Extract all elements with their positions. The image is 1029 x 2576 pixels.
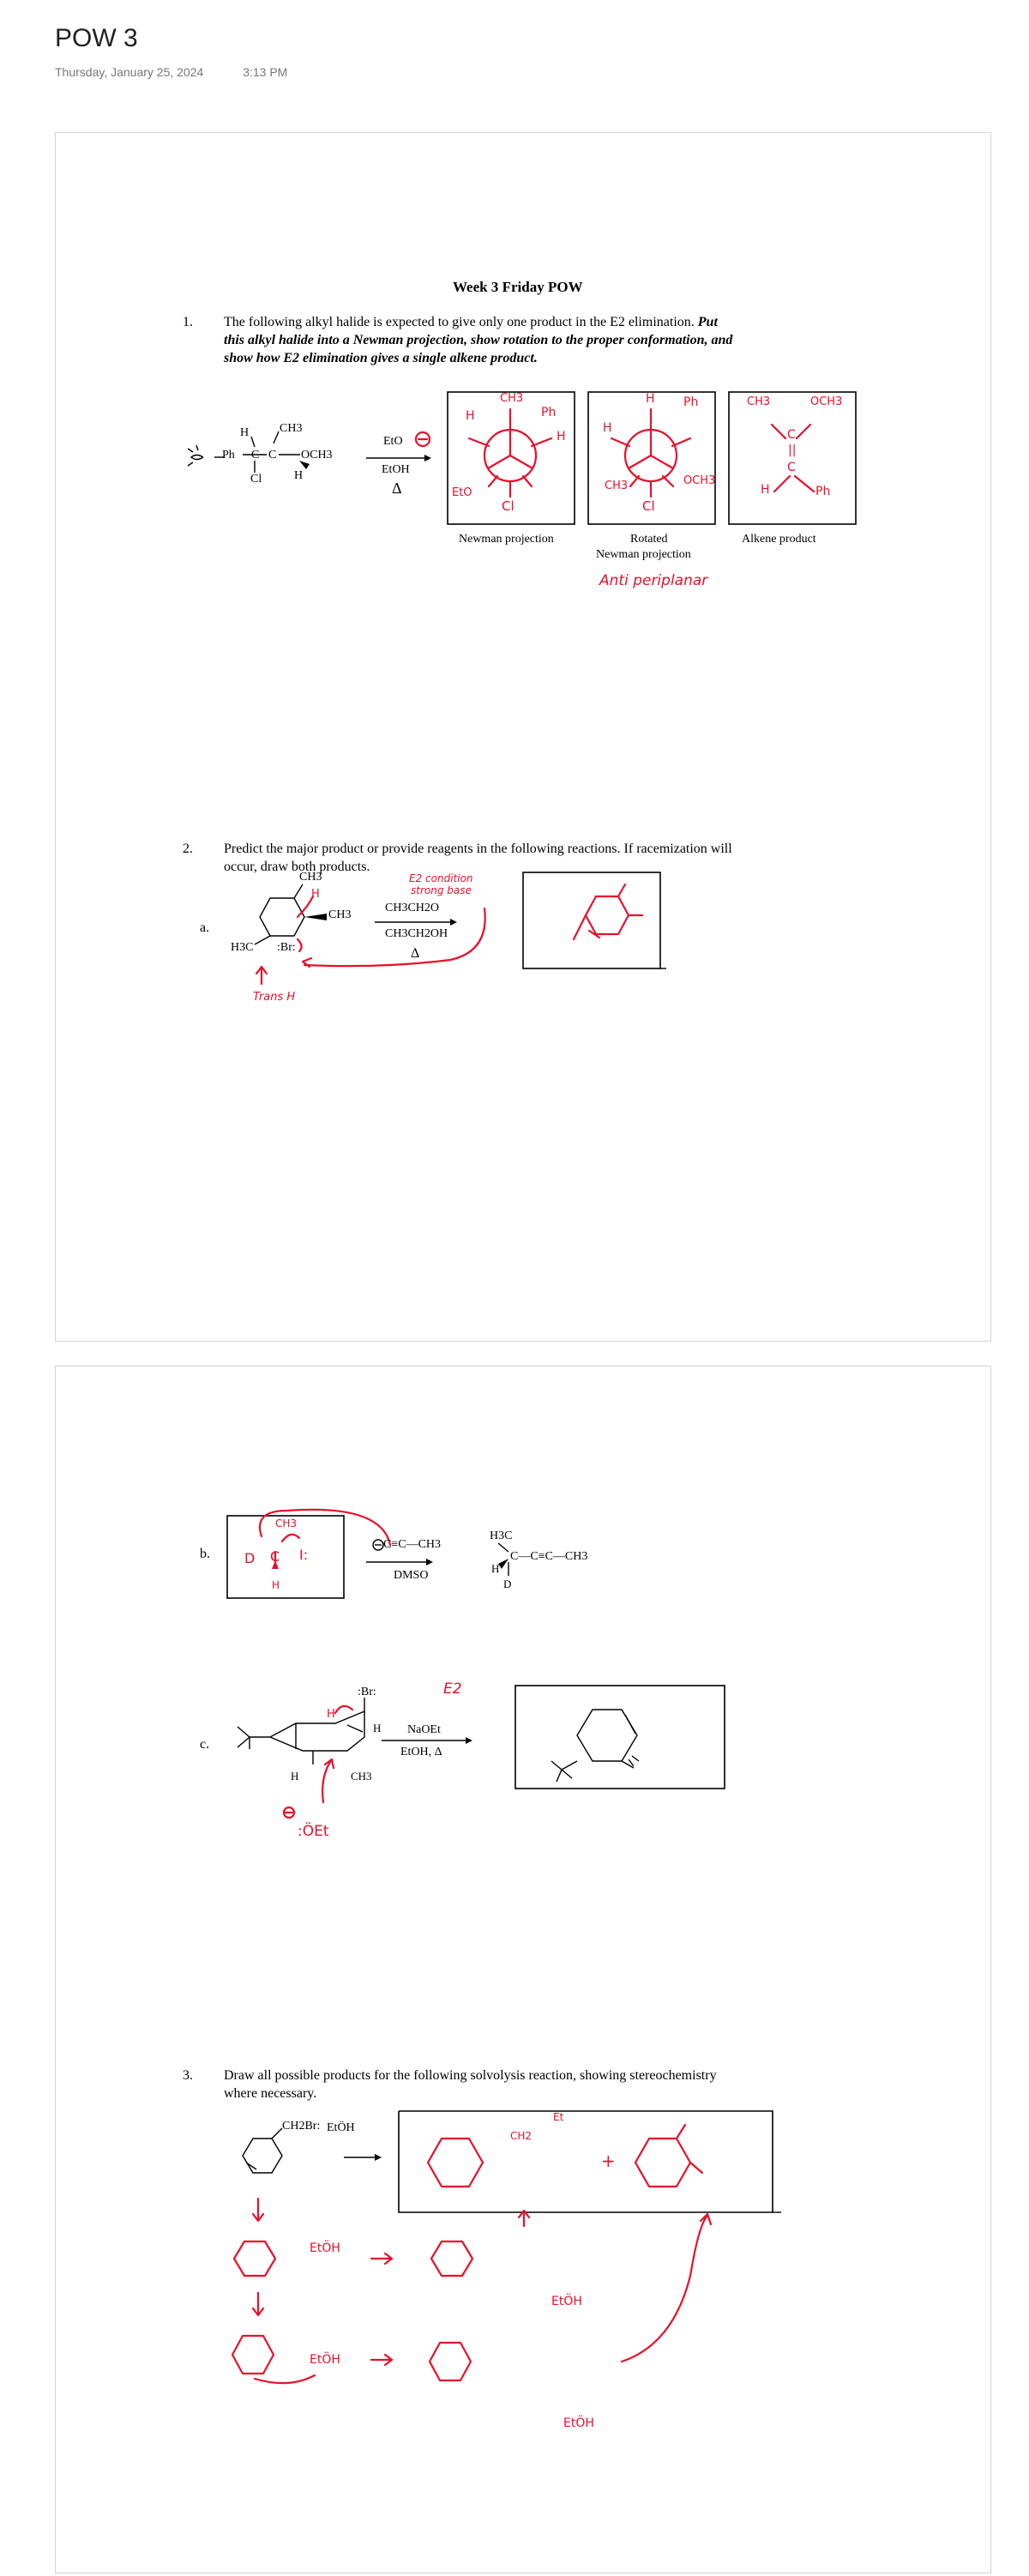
q3-number: 3. bbox=[183, 2068, 193, 2083]
q2-number: 2. bbox=[183, 842, 193, 856]
q2a-red-h: H bbox=[311, 888, 320, 901]
note-title: POW 3 bbox=[55, 24, 138, 52]
q3-etoh-a: EtÖH bbox=[310, 2241, 340, 2255]
note-date: Thursday, January 25, 2024 bbox=[55, 65, 204, 79]
q3-ch2-a: CH2 bbox=[510, 2130, 533, 2142]
b-solvent: DMSO bbox=[394, 1569, 429, 1582]
q2a-h3c: H3C bbox=[231, 941, 254, 954]
mol-h: H bbox=[240, 426, 250, 439]
mol-och3: OCH3 bbox=[301, 449, 333, 462]
c-h-2: H bbox=[291, 1770, 299, 1783]
q3-line2: where necessary. bbox=[224, 2086, 317, 2101]
q2a-trans-h-note: Trans H bbox=[253, 991, 296, 1004]
b-prod-d: D bbox=[503, 1578, 512, 1590]
c-label: c. bbox=[200, 1737, 210, 1752]
b-sub-ch3: CH3 bbox=[275, 1517, 298, 1529]
q2a-reagent-1: CH3CH2O bbox=[385, 902, 440, 914]
c-e2-note: E2 bbox=[443, 1680, 462, 1698]
b-sub-c: C bbox=[270, 1548, 280, 1565]
q1-text-line2: this alkyl halide into a Newman projection, show rotation to the proper conformation, and bbox=[224, 333, 733, 347]
c-reagent-1: NaOEt bbox=[407, 1723, 441, 1736]
q2a-ch3-right: CH3 bbox=[328, 908, 352, 921]
c-h-1: H bbox=[373, 1722, 382, 1734]
q3-etoh-d: EtÖH bbox=[563, 2416, 594, 2430]
b-prod-h: H bbox=[491, 1562, 500, 1575]
q2-line2: occur, draw both products. bbox=[224, 860, 370, 874]
q2-line1: Predict the major product or provide reagents in the following reactions. If racemization will bbox=[224, 842, 732, 856]
alk-double-bond: || bbox=[788, 443, 797, 457]
q2a-reagent-2: CH3CH2OH bbox=[385, 927, 448, 940]
n2-ch3: CH3 bbox=[605, 480, 629, 492]
n2-ph: Ph bbox=[683, 395, 699, 409]
b-sub-i: I: bbox=[299, 1547, 309, 1563]
n2-h-top: H bbox=[646, 392, 655, 406]
n2-cl: Cl bbox=[642, 498, 655, 514]
note-meta bbox=[55, 65, 287, 79]
note-time: 3:13 PM bbox=[243, 65, 288, 79]
c-oet: :ÖEt bbox=[298, 1823, 329, 1840]
alk-ch3: CH3 bbox=[747, 395, 771, 408]
n2-h-left: H bbox=[603, 421, 612, 435]
c-br: :Br: bbox=[358, 1686, 376, 1698]
n2-och3: OCH3 bbox=[683, 474, 716, 487]
anti-periplanar-note: Anti periplanar bbox=[599, 572, 708, 589]
b-reagent-alkyne: C≡C—CH3 bbox=[383, 1538, 442, 1551]
q2a-reagent-3: Δ bbox=[411, 946, 420, 961]
q1-text-bold: Put bbox=[697, 315, 718, 329]
q2a-br: :Br: bbox=[277, 941, 296, 954]
caption-alkene: Alkene product bbox=[742, 533, 816, 546]
q3-drawing bbox=[56, 1366, 990, 2573]
alk-c2: C bbox=[787, 461, 796, 474]
caption-rotated-newman: Newman projection bbox=[596, 548, 691, 561]
worksheet-heading: Week 3 Friday POW bbox=[453, 279, 583, 295]
c-h-red: H bbox=[327, 1708, 335, 1721]
mol-h2: H bbox=[294, 469, 304, 482]
reagent-etoh: EtOH bbox=[382, 463, 410, 476]
q3-et-a: Et bbox=[553, 2111, 564, 2123]
caption-rotated: Rotated bbox=[630, 533, 668, 546]
n1-eto: EtO bbox=[452, 486, 472, 499]
c-reagent-2: EtOH, Δ bbox=[400, 1746, 442, 1759]
alk-c1: C bbox=[787, 428, 796, 442]
q2a-note-e2: E2 condition bbox=[409, 872, 473, 884]
b-prod-h3c: H3C bbox=[490, 1529, 513, 1542]
q3-ch2br: CH2Br: bbox=[282, 2120, 321, 2133]
n1-ph: Ph bbox=[541, 406, 557, 419]
q2a-drawing bbox=[56, 133, 990, 1341]
b-sub-d: D bbox=[244, 1550, 256, 1566]
q2a-ch3-top: CH3 bbox=[299, 871, 322, 884]
q2a-note-base: strong base bbox=[411, 884, 472, 896]
q3-etoh-b: EtÖH bbox=[551, 2295, 582, 2308]
mol-ch3: CH3 bbox=[280, 422, 303, 435]
q3-etoh-c: EtÖH bbox=[310, 2353, 340, 2367]
n1-cl: Cl bbox=[502, 498, 514, 514]
n1-h-right: H bbox=[557, 430, 566, 443]
alk-och3: OCH3 bbox=[810, 395, 843, 408]
mol-cl: Cl bbox=[250, 473, 262, 486]
alk-h: H bbox=[761, 483, 770, 497]
caption-newman: Newman projection bbox=[459, 533, 554, 546]
q1-number: 1. bbox=[183, 315, 193, 329]
b-sub-h: H bbox=[272, 1579, 280, 1591]
b-label: b. bbox=[200, 1547, 210, 1561]
worksheet-page-2 bbox=[55, 1366, 991, 2573]
mol-c2: C bbox=[268, 449, 277, 462]
mol-ph: Ph bbox=[222, 449, 235, 462]
worksheet-page-1 bbox=[55, 132, 991, 1342]
n1-h-left: H bbox=[466, 409, 475, 423]
q2a-product-box bbox=[523, 872, 660, 968]
q3-plus: + bbox=[601, 2151, 616, 2171]
q2a-label: a. bbox=[200, 920, 210, 935]
reagent-heat: Δ bbox=[392, 480, 402, 497]
b-prod-chain: C—C≡C—CH3 bbox=[510, 1550, 588, 1563]
alk-ph: Ph bbox=[815, 485, 831, 498]
mol-c1: C bbox=[251, 449, 260, 462]
q3-line1: Draw all possible products for the following solvolysis reaction, showing stereochemistry bbox=[224, 2068, 717, 2083]
n1-ch3: CH3 bbox=[500, 392, 524, 405]
reagent-eto: EtO bbox=[383, 435, 403, 448]
q1-text-plain: The following alkyl halide is expected to give only one product in the E2 elimination. bbox=[224, 315, 695, 329]
c-ch3: CH3 bbox=[351, 1770, 372, 1783]
q3-etoh: EtÖH bbox=[327, 2121, 355, 2134]
q1-text-line3: show how E2 elimination gives a single alkene product. bbox=[224, 351, 538, 365]
